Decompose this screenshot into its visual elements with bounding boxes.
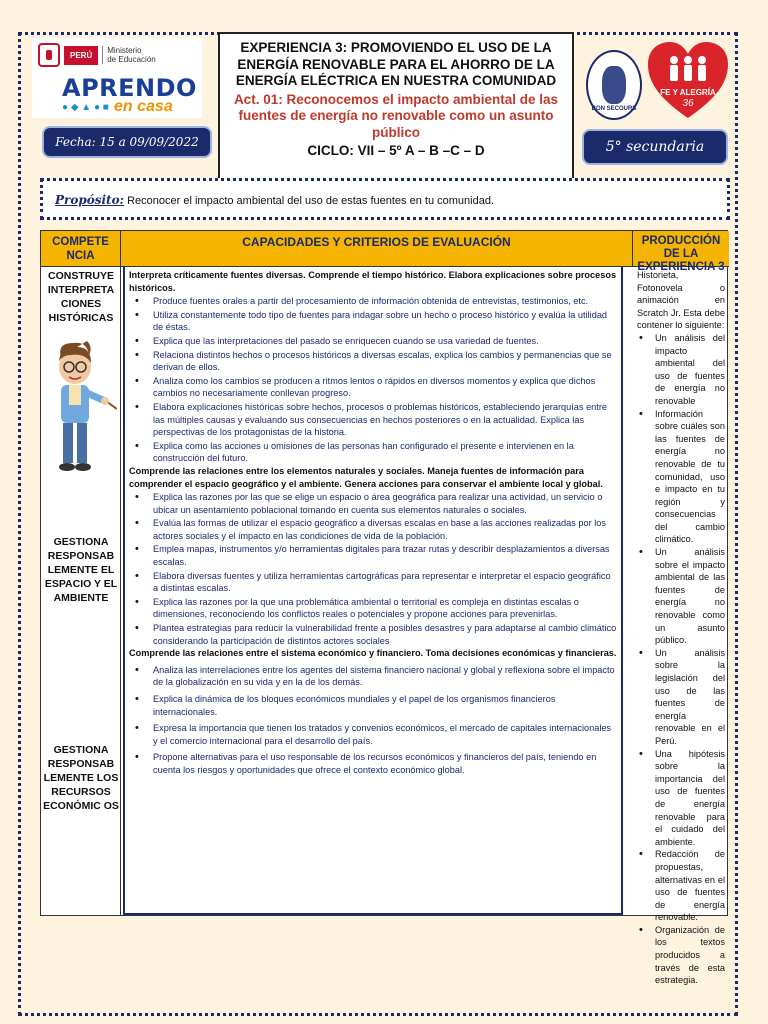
competencia-espacio: GESTIONA RESPONSAB LEMENTE EL ESPACIO Y EL AMBIENTE [44, 536, 118, 604]
criterion-item: • Explica las razones por las que se elige un espacio o área geográfica para realizar una actividad, un servicio o ubicar un asentamiento poblacional tomando en cuenta sus elementos naturales o sociales. [129, 491, 617, 516]
ministry-label: Ministerio de Educación [102, 46, 155, 64]
criterion-item: • Relaciona distintos hechos o procesos históricos a diversas escalas, explica los cambios y permanencias que se derivan de ellos. [129, 349, 617, 374]
header-competencia: COMPETE NCIA [41, 231, 121, 267]
aprendo-logo-box [32, 38, 202, 118]
experience-title: EXPERIENCIA 3: PROMOVIENDO EL USO DE LA ENERGÍA RENOVABLE PARA EL AHORRO DE LA ENERGÍA ELÉCTRICA EN NUESTRA COMUNIDAD [235, 40, 557, 88]
produccion-item: • Un análisis del impacto ambiental del uso de fuentes de energía no renovable [637, 332, 725, 408]
produccion-list [637, 332, 725, 987]
header-produccion: PRODUCCIÓN DE LA EXPERIENCIA 3 [633, 231, 729, 267]
criteria-list [129, 491, 617, 647]
grado-badge: 5° secundaria [584, 131, 726, 163]
title-box [218, 32, 574, 186]
criterion-item: • Explica que las interpretaciones del pasado se enriquecen cuando se usa variedad de fuentes. [129, 335, 617, 348]
section-head: Comprende las relaciones entre el sistema económico y financiero. Toma decisiones económicas y financieras. [129, 648, 617, 659]
criterion-item: • Explica como las acciones u omisiones de las personas han configurado el presente e intervienen en la construcción del futuro. [129, 440, 617, 465]
header-capacidades: CAPACIDADES Y CRITERIOS DE EVALUACIÓN [121, 231, 633, 267]
criterion-item: • Emplea mapas, instrumentos y/o herramientas digitales para trazar rutas y describir desplazamientos a diversas escalas. [129, 543, 617, 568]
proposito-text: Reconocer el impacto ambiental del uso de estas fuentes en tu comunidad. [127, 195, 494, 207]
activity-title: Act. 01: Reconocemos el impacto ambiental de las fuentes de energía no renovable como un asunto público [233, 91, 559, 140]
produccion-item: • Organización de los textos producidos a través de esta estrategia. [637, 924, 725, 987]
competencia-historicas: CONSTRUYE INTERPRETA CIONES HISTÓRICAS [47, 270, 115, 324]
competencias-column [41, 267, 121, 915]
heart-icon [646, 40, 730, 122]
produccion-item: • Información sobre cuáles son las fuentes de energía no renovable de tu comunidad, uso e impacto en tu región y consecuencias del cambio climático. [637, 408, 725, 547]
teacher-illustration-icon [47, 337, 117, 477]
section-head: Interpreta críticamente fuentes diversas. Comprende el tiempo histórico. Elabora explicaciones sobre procesos históricos. [129, 270, 617, 293]
logo-dots-icon: ● ◆ ▲ ● ■ [62, 102, 109, 113]
produccion-item: • Un análisis sobre el impacto ambiental de las fuentes de energía no renovable como un asunto público. [637, 546, 725, 647]
criterion-item: • Analiza las interrelaciones entre los agentes del sistema financiero nacional y global y reflexiona sobre el impacto de la globalización en su vida y en la de los demás. [129, 664, 617, 689]
criteria-list [129, 295, 617, 465]
aprendo-logo-text: APRENDO [62, 74, 197, 102]
criterion-item: • Analiza como los cambios se producen a ritmos lentos o rápidos en diversos momentos y explica que dichos cambios no necesariamente conllevan progreso. [129, 375, 617, 400]
criterion-item: • Propone alternativas para el uso responsable de los recursos económicos y financieros del país, teniendo en cuenta los riesgos y oportunidades que ofrece el contexto económico global. [129, 751, 617, 776]
section-head: Comprende las relaciones entre los elementos naturales y sociales. Maneja fuentes de información para comprender el espacio geográfico y el ambiente. Genera acciones para conservar el ambiente local y global. [129, 465, 603, 489]
ciclo-line: CICLO: VII – 5º A – B –C – D [307, 143, 485, 158]
fecha-badge: Fecha: 15 a 09/09/2022 [44, 128, 210, 156]
produccion-item: • Un análisis sobre la legislación del uso de las fuentes de energía renovable en el Perú. [637, 647, 725, 748]
capacidades-column [123, 267, 623, 915]
criterion-item: • Produce fuentes orales a partir del procesamiento de información obtenida de entrevistas, testimonios, etc. [129, 295, 617, 308]
criterion-item: • Elabora explicaciones históricas sobre hechos, procesos o problemas históricos, estableciendo jerarquías entre las múltiples causas y evaluando sus consecuencias en hechos posteriores o en la actualidad. Explica las perspectivas de los protagonistas de la historia. [129, 401, 617, 439]
criterion-item: • Plantea estrategias para reducir la vulnerabilidad frente a posibles desastres y para adaptarse al cambio climático considerando la participación de distintos actores sociales [129, 622, 617, 647]
evaluation-table [40, 230, 728, 986]
peru-shield-icon [38, 43, 60, 67]
gov-bar [38, 42, 156, 68]
proposito-box [40, 178, 730, 220]
proposito-label: Propósito: [55, 193, 125, 207]
criterion-item: • Elabora diversas fuentes y utiliza herramientas cartográficas para representar e interpretar el espacio geográfico a distintas escalas. [129, 570, 617, 595]
criterion-item: • Evalúa las formas de utilizar el espacio geográfico a diversas escalas en base a las acciones realizadas por los actores sociales y el impacto en las condiciones de vida de la población. [129, 517, 617, 542]
competencia-recursos: GESTIONA RESPONSAB LEMENTE LOS RECURSOS ECONÓMIC OS [43, 744, 119, 812]
en-casa-text: en casa [114, 98, 173, 115]
produccion-intro: Historieta, Fotonovela o animación en Scratch Jr. Esta debe contener lo siguiente: [637, 270, 725, 331]
school-seal-icon: BON SECOURS [586, 50, 642, 120]
criterion-item: • Utiliza constantemente todo tipo de fuentes para indagar sobre un hecho o proceso histórico y evalúa la utilidad de éstas. [129, 309, 617, 334]
criterion-item: • Expresa la importancia que tienen los tratados y convenios económicos, el mercado de capitales internacionales y el comercio internacional para el desarrollo del país. [129, 722, 617, 747]
peru-tag: PERÚ [64, 46, 98, 65]
criterion-item: • Explica la dinámica de los bloques económicos mundiales y el papel de los organismos financieros internacionales. [129, 693, 617, 718]
produccion-item: • Redacción de propuestas, alternativas en el uso de fuentes de energía renovable. [637, 848, 725, 924]
criterion-item: • Explica las razones por la que una problemática ambiental o territorial es compleja en distintas escalas o dimensiones, reconociendo los conflictos reales o potenciales y propone acciones para prevenirlas. [129, 596, 617, 621]
produccion-column [633, 267, 729, 986]
produccion-item: • Una hipótesis sobre la importancia del uso de fuentes de energía renovable para el cuidado del ambiente. [637, 748, 725, 849]
criteria-list [129, 664, 617, 777]
fe-y-alegria-logo: FE Y ALEGRÍA 36 [646, 40, 730, 122]
